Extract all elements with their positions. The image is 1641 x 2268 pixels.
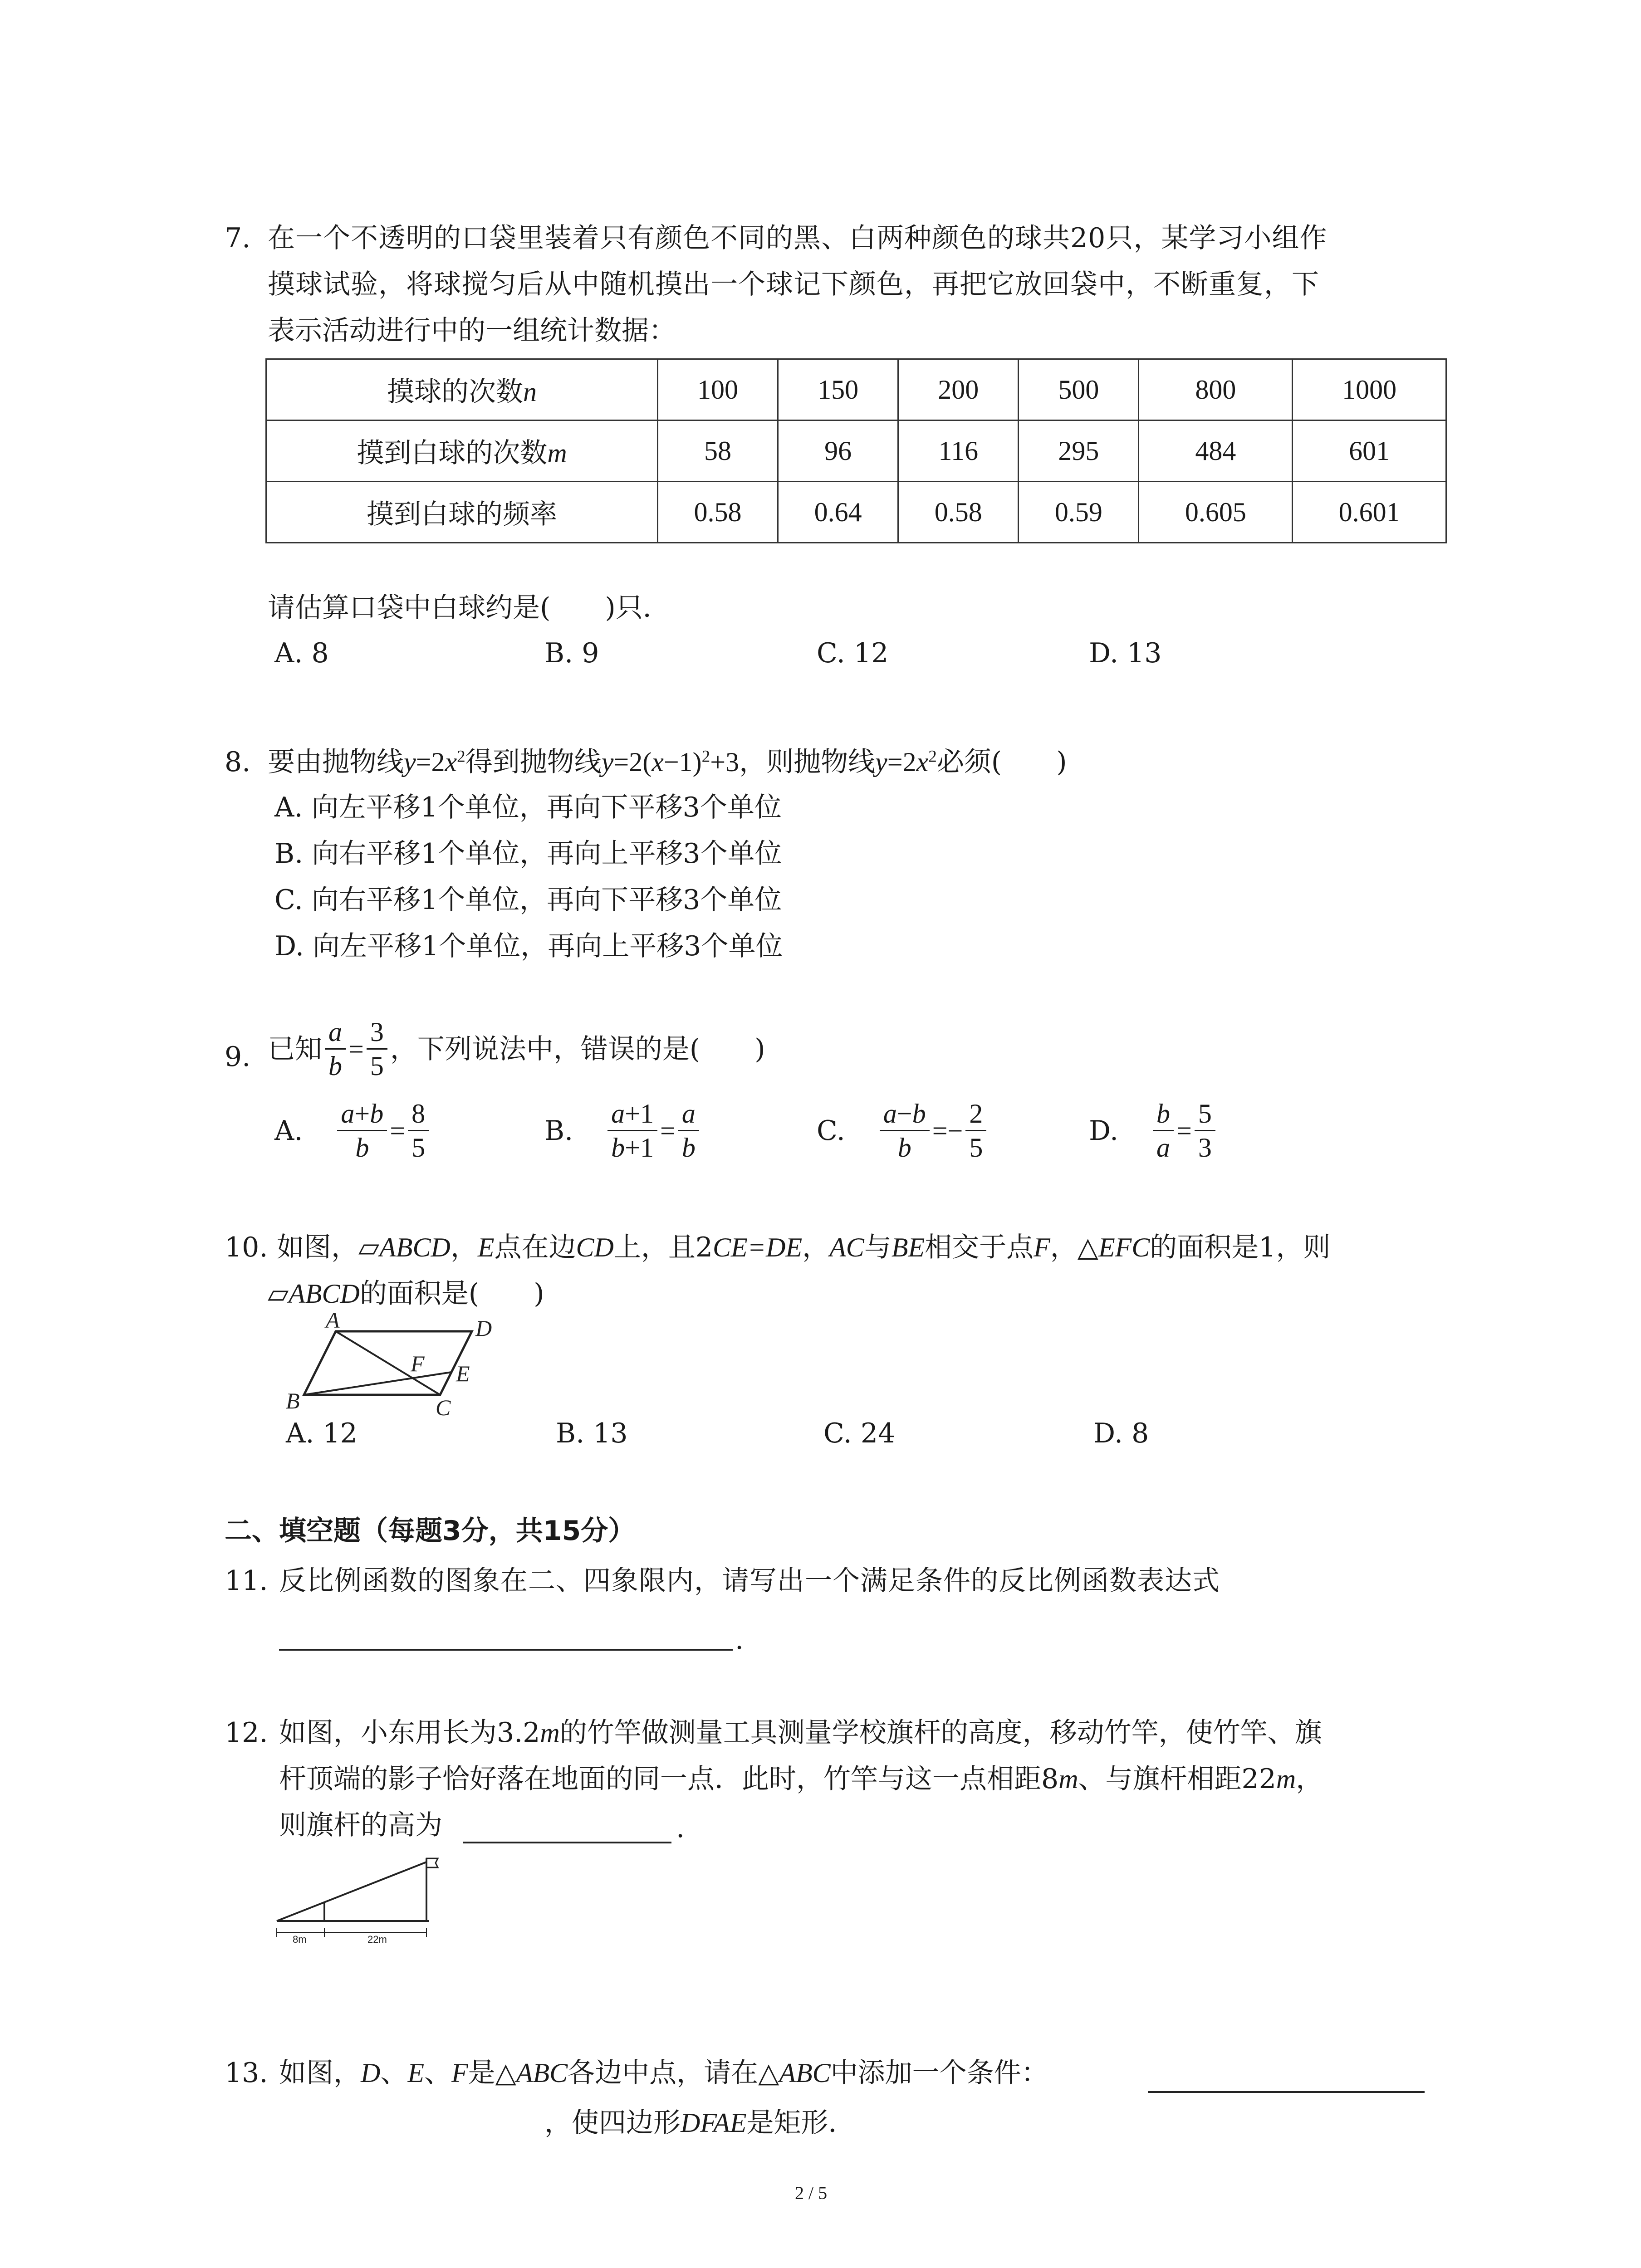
- table-cell: 800: [1139, 359, 1293, 420]
- q8-option-c[interactable]: C. 向右平移1个单位，再向下平移3个单位: [274, 884, 782, 916]
- q8-option-b[interactable]: B. 向右平移1个单位，再向上平移3个单位: [274, 838, 782, 870]
- q11-number: 11.: [225, 1565, 268, 1597]
- table-row: [266, 420, 1446, 482]
- q11-text: 反比例函数的图象在二、四象限内，请写出一个满足条件的反比例函数表达式: [279, 1565, 1220, 1597]
- q10-option-a[interactable]: A. 12: [286, 1418, 358, 1449]
- q8-number: 8.: [225, 746, 251, 778]
- q7-option-c[interactable]: C. 12: [817, 637, 889, 669]
- q7-line2: 摸球试验，将球搅匀后从中随机摸出一个球记下颜色，再把它放回袋中，不断重复，下: [268, 269, 1319, 300]
- row-header: 摸球的次数n: [266, 359, 658, 420]
- q13-answer-blank[interactable]: [1148, 2091, 1425, 2093]
- table-cell: 100: [658, 359, 778, 420]
- q9-option-d[interactable]: D. $\frac{b}{a}$ = $\frac{5}{3}$: [1089, 1100, 1218, 1161]
- q11-period: .: [735, 1624, 744, 1656]
- q9-option-a[interactable]: A. $\frac{a+b}{b}$ = $\frac{8}{5}$: [274, 1100, 431, 1161]
- q10-line1: 如图，▱ABCD，E点在边CD上，且2CE=DE，AC与BE相交于点F，△EFC的面积是1，则: [277, 1232, 1331, 1263]
- section-title: 二、填空题（每题3分，共15分）: [225, 1515, 636, 1547]
- q9-option-c[interactable]: C. $\frac{a-b}{b}$ =− $\frac{2}{5}$: [817, 1100, 989, 1161]
- q12-line3: 则旗杆的高为: [279, 1809, 442, 1841]
- q10-line2: ▱ABCD的面积是( ): [268, 1278, 544, 1310]
- table-cell: 0.605: [1139, 482, 1293, 543]
- segment-be: [304, 1372, 451, 1395]
- q13-line2: ，使四边形DFAE是矩形．: [544, 2107, 856, 2139]
- table-cell: 1000: [1293, 359, 1446, 420]
- q11-answer-blank[interactable]: [279, 1649, 733, 1651]
- label-d: D: [475, 1315, 492, 1341]
- parallelogram-symbol: ▱: [268, 1278, 289, 1310]
- q10-option-b[interactable]: B. 13: [556, 1418, 628, 1449]
- q9-stem: 已知 $\frac{a}{b}$ = $\frac{3}{5}$ ，下列说法中，错误的是( ): [268, 1017, 765, 1081]
- table-cell: 58: [658, 420, 778, 482]
- dim-label-22m: 22m: [367, 1934, 387, 1944]
- table-cell: 200: [898, 359, 1019, 420]
- q7-option-d[interactable]: D. 13: [1089, 637, 1162, 669]
- q12-flagpole-figure: [272, 1853, 472, 1944]
- table-cell: 0.601: [1293, 482, 1446, 543]
- page-number: 2 / 5: [795, 2183, 828, 2203]
- table-cell: 0.58: [898, 482, 1019, 543]
- label-a: A: [326, 1313, 340, 1333]
- table-cell: 500: [1019, 359, 1139, 420]
- dim-label-8m: 8m: [293, 1934, 307, 1944]
- label-e: E: [456, 1361, 470, 1386]
- q7-option-b[interactable]: B. 9: [544, 637, 599, 669]
- table-cell: 295: [1019, 420, 1139, 482]
- table-cell: 0.64: [778, 482, 898, 543]
- q7-number: 7.: [225, 222, 251, 254]
- q10-option-c[interactable]: C. 24: [823, 1418, 896, 1449]
- table-cell: 0.59: [1019, 482, 1139, 543]
- label-f: F: [411, 1351, 425, 1376]
- q7-line1: 在一个不透明的口袋里装着只有颜色不同的黑、白两种颜色的球共20只，某学习小组作: [268, 222, 1327, 254]
- stats-table: [265, 358, 1447, 543]
- q10-option-d[interactable]: D. 8: [1093, 1418, 1149, 1449]
- flag: [426, 1858, 438, 1867]
- q10-number: 10.: [225, 1232, 268, 1263]
- table-cell: 116: [898, 420, 1019, 482]
- shadow-hypotenuse: [277, 1862, 426, 1921]
- q9-number: 9.: [225, 1041, 251, 1073]
- q12-answer-blank[interactable]: [463, 1842, 671, 1843]
- q8-option-d[interactable]: D. 向左平移1个单位，再向上平移3个单位: [274, 930, 783, 962]
- q12-line2: 杆顶端的影子恰好落在地面的同一点．此时，竹竿与这一点相距8m、与旗杆相距22m，: [279, 1763, 1323, 1795]
- label-c: C: [436, 1395, 451, 1420]
- q10-parallelogram-figure: [272, 1313, 517, 1422]
- label-b: B: [286, 1388, 300, 1413]
- table-cell: 150: [778, 359, 898, 420]
- q12-number: 12.: [225, 1717, 268, 1749]
- q7-line3: 表示活动进行中的一组统计数据：: [268, 315, 676, 347]
- q12-line1: 如图，小东用长为3.2m的竹竿做测量工具测量学校旗杆的高度，移动竹竿，使竹竿、旗: [279, 1717, 1322, 1749]
- q7-option-a[interactable]: A. 8: [274, 637, 329, 669]
- table-row: [266, 482, 1446, 543]
- q13-line1: 如图，D、E、F是△ABC各边中点，请在△ABC中添加一个条件：: [279, 2057, 1048, 2089]
- row-header: 摸到白球的次数m: [266, 420, 658, 482]
- q13-number: 13.: [225, 2057, 268, 2089]
- table-cell: 601: [1293, 420, 1446, 482]
- q8-option-a[interactable]: A. 向左平移1个单位，再向下平移3个单位: [274, 792, 782, 823]
- table-row: [266, 359, 1446, 420]
- q12-period: .: [676, 1812, 685, 1844]
- row-header: 摸到白球的频率: [266, 482, 658, 543]
- table-cell: 484: [1139, 420, 1293, 482]
- parallelogram-symbol: ▱: [358, 1232, 380, 1263]
- q7-question: 请估算口袋中白球约是( )只．: [268, 592, 670, 624]
- table-cell: 0.58: [658, 482, 778, 543]
- q8-stem: 要由抛物线$y=2x^2$得到抛物线$y=2(x-1)^2+3$，则抛物线$y=2x^2$必须( ): [268, 746, 1067, 778]
- q9-option-b[interactable]: B. $\frac{a+1}{b+1}$ = $\frac{a}{b}$: [544, 1100, 702, 1161]
- table-cell: 96: [778, 420, 898, 482]
